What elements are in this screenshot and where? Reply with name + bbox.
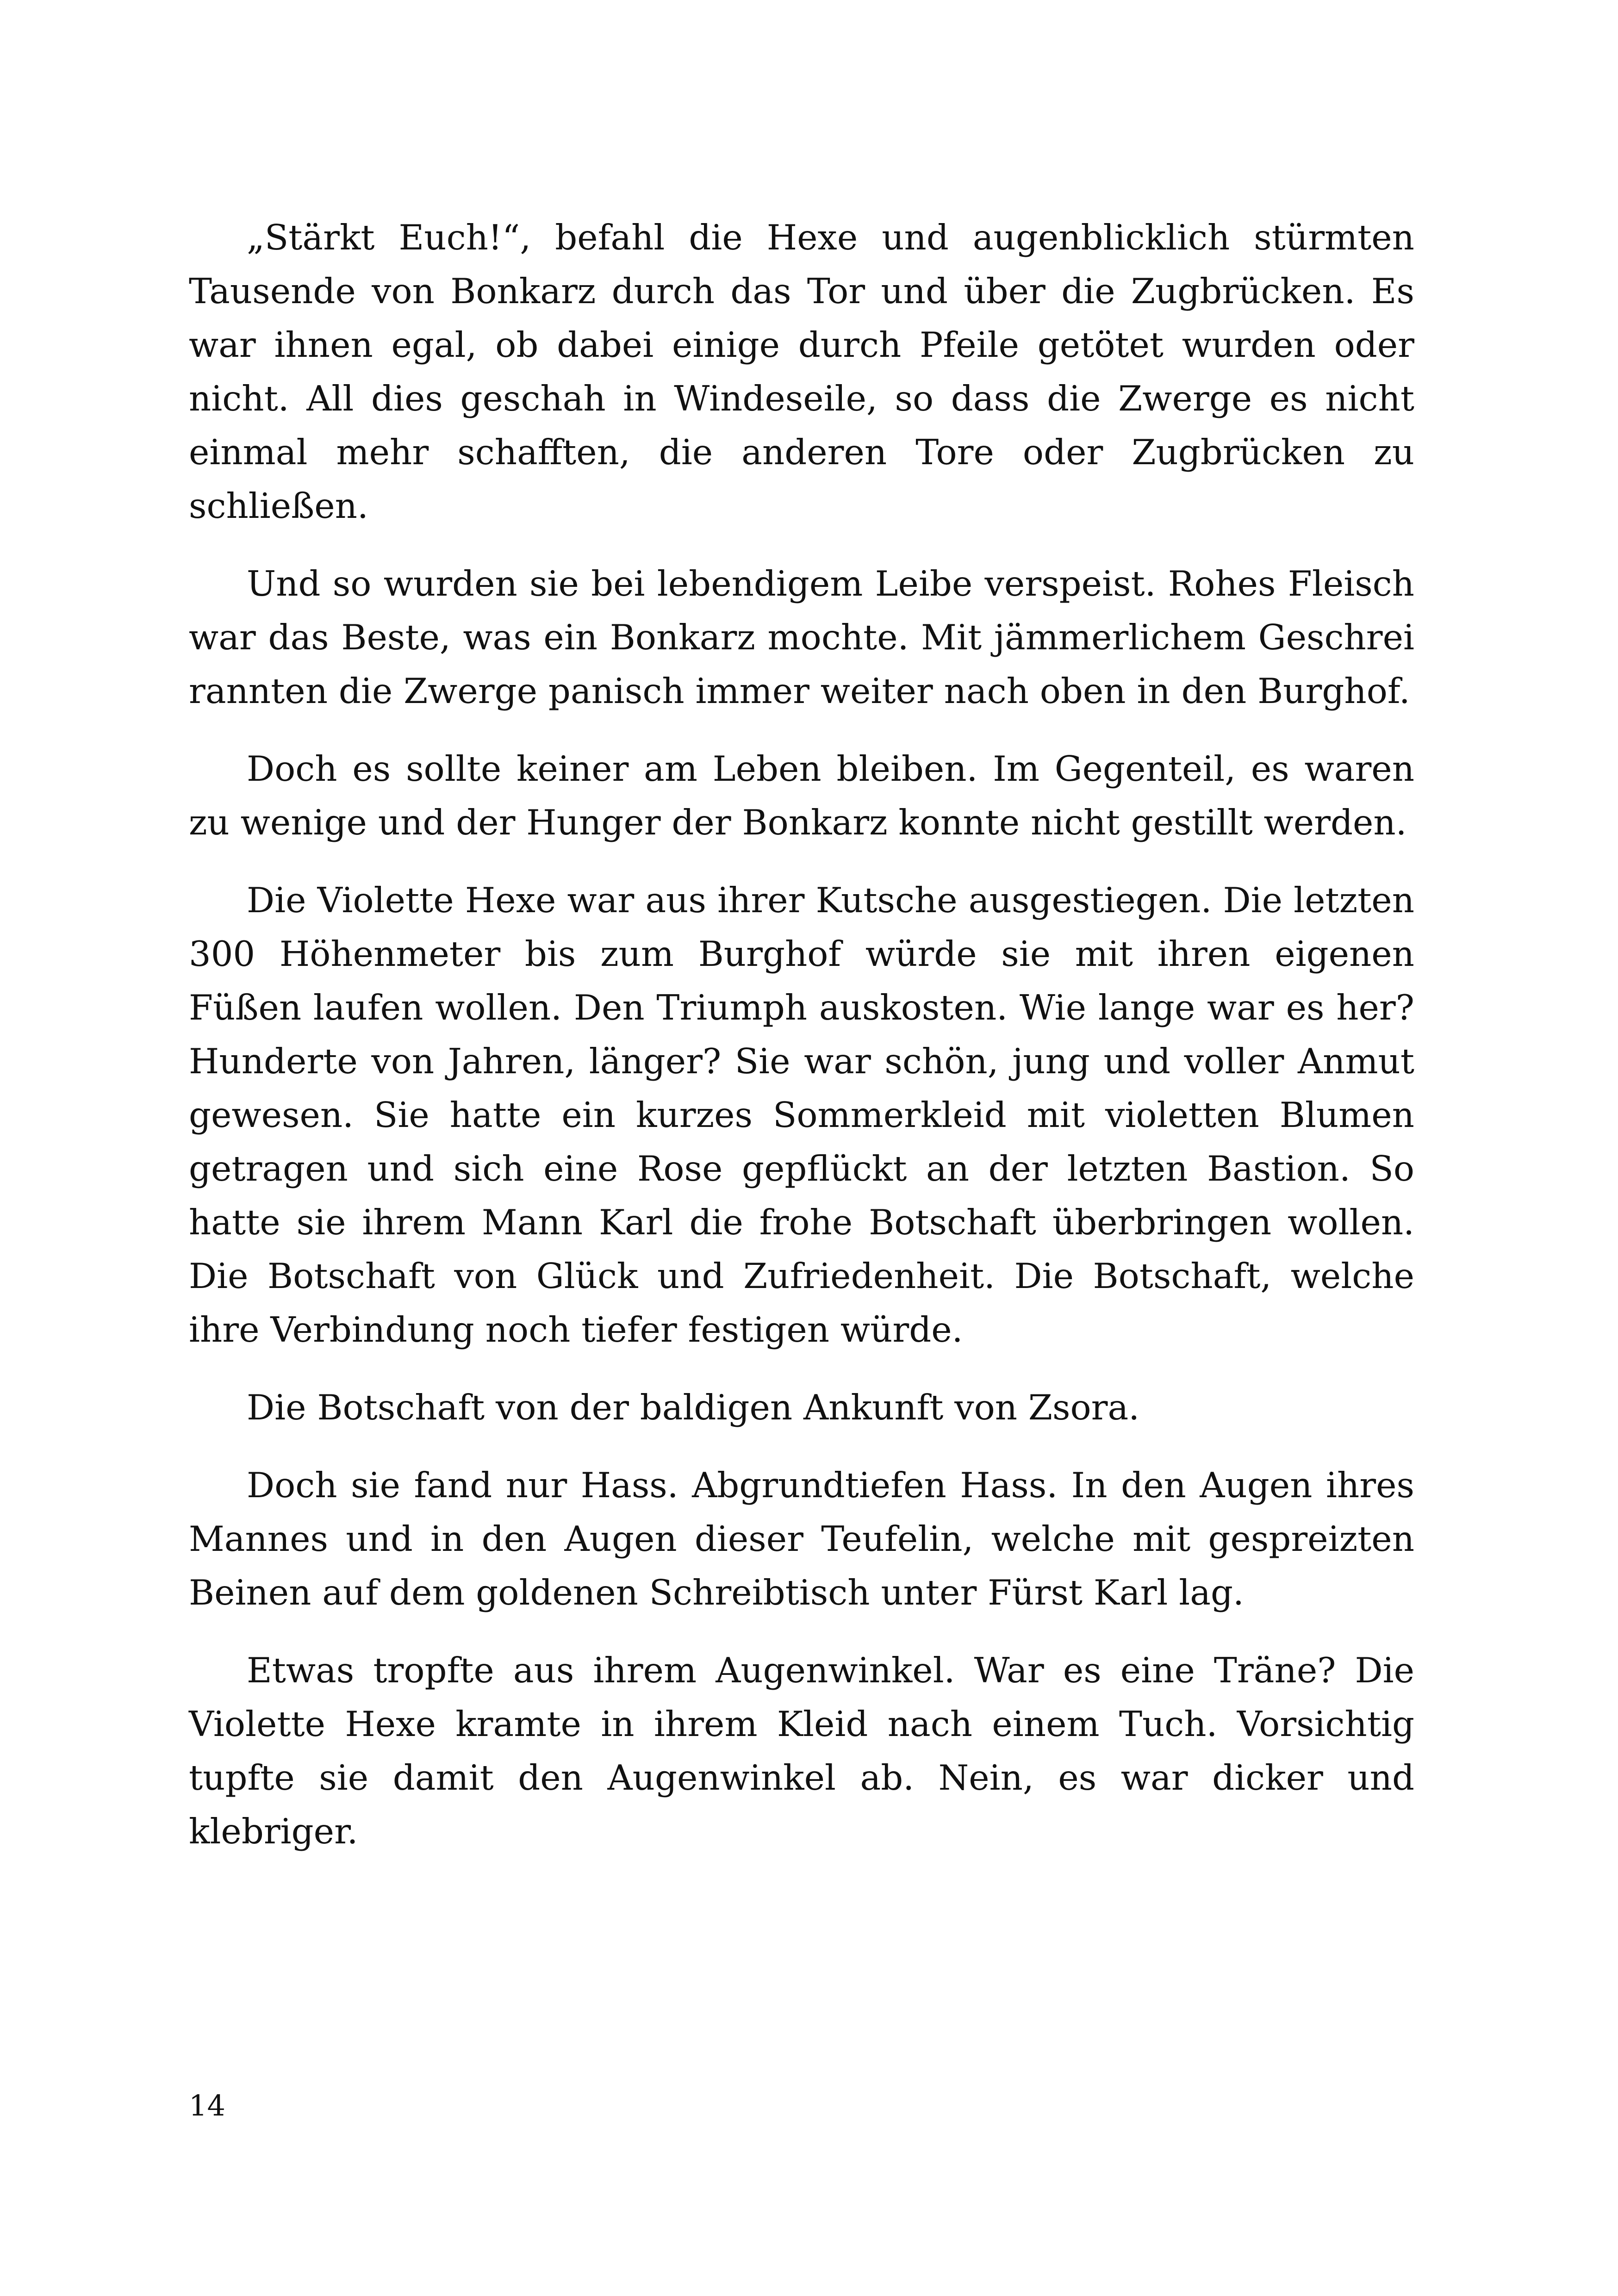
paragraph-7: Etwas tropfte aus ihrem Augenwinkel. War es eine Träne? Die Violette Hexe kramte in ihrem Kleid nach einem Tuch. Vorsichtig tupfte sie damit den Augenwinkel ab. Nein, es war dicker und klebriger.: [189, 1650, 1414, 1852]
paragraph-3: Doch es sollte keiner am Leben bleiben. Im Gegenteil, es waren zu wenige und der Hunger der Bonkarz konnte nicht gestillt werden.: [189, 748, 1414, 843]
paragraph-1: „Stärkt Euch!“, befahl die Hexe und augenblicklich stürmten Tausende von Bonkarz durch das Tor und über die Zugbrücken. Es war ihnen egal, ob dabei einige durch Pfeile getötet wurden oder nicht. All dies geschah in Windeseile, so dass die Zwerge es nicht einmal mehr schafften, die anderen Tore oder Zugbrücken zu schließen.: [189, 217, 1414, 526]
paragraph-2: Und so wurden sie bei lebendigem Leibe verspeist. Rohes Fleisch war das Beste, was ein Bonkarz mochte. Mit jämmerlichem Geschrei rannten die Zwerge panisch immer weiter nach oben in den Burghof.: [189, 563, 1414, 711]
page-number: 14: [189, 2089, 225, 2122]
paragraph-6: Doch sie fand nur Hass. Abgrundtiefen Hass. In den Augen ihres Mannes und in den Augen dieser Teufelin, welche mit gespreizten Beinen auf dem goldenen Schreibtisch unter Fürst Karl lag.: [189, 1465, 1414, 1613]
body-text: [189, 211, 1414, 1858]
paragraph-5: Die Botschaft von der baldigen Ankunft von Zsora.: [247, 1387, 1140, 1428]
paragraph-4: Die Violette Hexe war aus ihrer Kutsche ausgestiegen. Die letzten 300 Höhenmeter bis zum Burghof würde sie mit ihren eigenen Füßen laufen wollen. Den Triumph auskosten. Wie lange war es her? Hunderte von Jahren, länger? Sie war schön, jung und voller Anmut gewesen. Sie hatte ein kurzes Sommerkleid mit violetten Blumen getragen und sich eine Rose gepflückt an der letzten Bastion. So hatte sie ihrem Mann Karl die frohe Botschaft überbringen wollen. Die Botschaft von Glück und Zufriedenheit. Die Botschaft, welche ihre Verbindung noch tiefer festigen würde.: [189, 880, 1414, 1350]
